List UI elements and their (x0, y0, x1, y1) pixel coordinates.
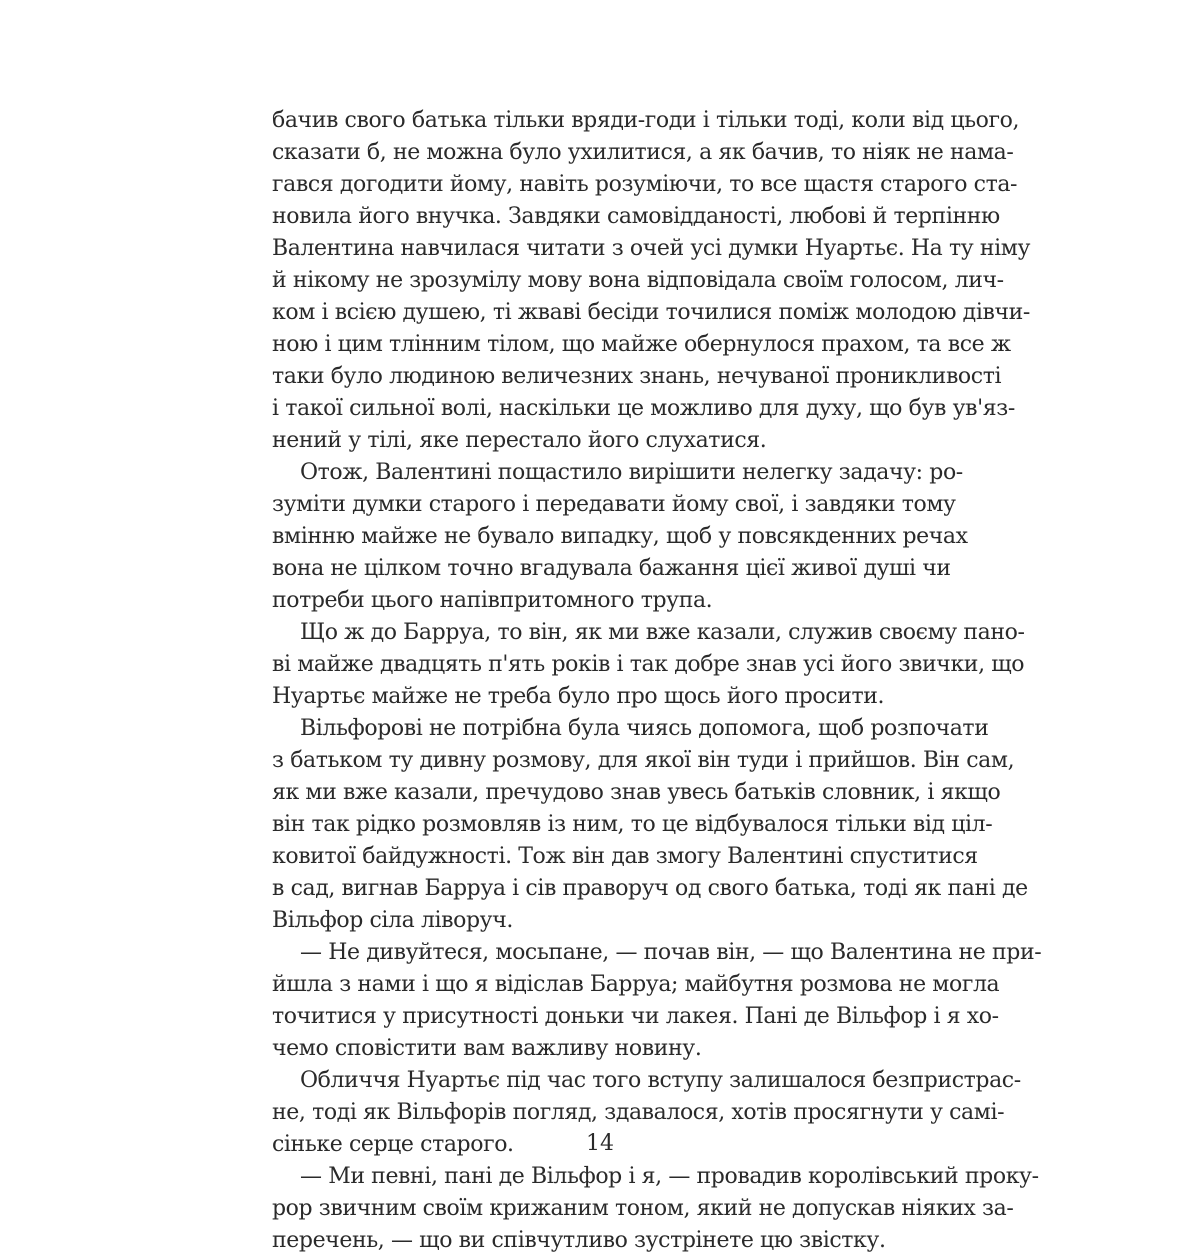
text-line: рор звичним своїм крижаним тоном, який не допускав ніяких за- (272, 1196, 1014, 1221)
text-line: вмінню майже не бувало випадку, щоб у повсякденних речах (272, 524, 968, 549)
text-line: гався догодити йому, навіть розуміючи, то все щастя старого ста- (272, 172, 1018, 197)
text-line: ною і цим тлінним тілом, що майже обернулося прахом, та все ж (272, 332, 1011, 357)
text-line: Нуартьє майже не треба було про щось його просити. (272, 684, 885, 709)
text-line: ком і всією душею, ті жваві бесіди точилися поміж молодою дівчи- (272, 300, 1030, 325)
text-line: не, тоді як Вільфорів погляд, здавалося, хотів просягнути у самі- (272, 1100, 1005, 1125)
text-line: новила його внучка. Завдяки самовідданості, любові й терпінню (272, 204, 1000, 229)
text-line: Що ж до Барруа, то він, як ми вже казали, служив своєму пано- (300, 620, 1025, 645)
text-line: ковитої байдужності. Тож він дав змогу Валентині спуститися (272, 844, 978, 869)
text-line: й нікому не зрозумілу мову вона відповідала своїм голосом, лич- (272, 268, 1004, 293)
text-line: точитися у присутності доньки чи лакея. Пані де Вільфор і я хо- (272, 1004, 999, 1029)
text-line: Вільфор сіла ліворуч. (272, 908, 513, 933)
page-number: 14 (586, 1131, 614, 1156)
text-line: нений у тілі, яке перестало його слухатися. (272, 428, 767, 453)
text-line: ві майже двадцять п'ять років і так добре знав усі його звички, що (272, 652, 1025, 677)
text-line: бачив свого батька тільки вряди-годи і тільки тоді, коли від цього, (272, 108, 1020, 133)
text-line: як ми вже казали, пречудово знав увесь батьків словник, і якщо (272, 780, 1001, 805)
text-line: — Ми певні, пані де Вільфор і я, — провадив королівський проку- (300, 1164, 1039, 1189)
text-line: з батьком ту дивну розмову, для якої він туди і прийшов. Він сам, (272, 748, 1015, 773)
text-line: і такої сильної волі, наскільки це можливо для духу, що був ув'яз- (272, 396, 1015, 421)
body-text (272, 105, 1042, 1257)
text-line: в сад, вигнав Барруа і сів праворуч од свого батька, тоді як пані де (272, 876, 1028, 901)
text-line: сказати б, не можна було ухилитися, а як бачив, то ніяк не нама- (272, 140, 1014, 165)
text-line: — Не дивуйтеся, мосьпане, — почав він, — що Валентина не при- (300, 940, 1042, 965)
text-line: чемо сповістити вам важливу новину. (272, 1036, 702, 1061)
text-line: Обличчя Нуартьє під час того вступу залишалося безпристрас- (300, 1068, 1021, 1093)
text-line: Вільфорові не потрібна була чиясь допомога, щоб розпочати (300, 716, 989, 741)
text-line: він так рідко розмовляв із ним, то це відбувалося тільки від ціл- (272, 812, 993, 837)
text-line: йшла з нами і що я відіслав Барруа; майбутня розмова не могла (272, 972, 1000, 997)
text-line: перечень, — що ви співчутливо зустрінете цю звістку. (272, 1228, 886, 1253)
text-line: потреби цього напівпритомного трупа. (272, 588, 713, 613)
text-line: зуміти думки старого і передавати йому свої, і завдяки тому (272, 492, 956, 517)
text-line: Отож, Валентині пощастило вирішити нелегку задачу: ро- (300, 460, 963, 485)
text-line: сіньке серце старого. (272, 1132, 514, 1157)
text-line: Валентина навчилася читати з очей усі думки Нуартьє. На ту німу (272, 236, 1031, 261)
text-line: таки було людиною величезних знань, нечуваної проникливості (272, 364, 1002, 389)
text-line: вона не цілком точно вгадувала бажання цієї живої душі чи (272, 556, 951, 581)
